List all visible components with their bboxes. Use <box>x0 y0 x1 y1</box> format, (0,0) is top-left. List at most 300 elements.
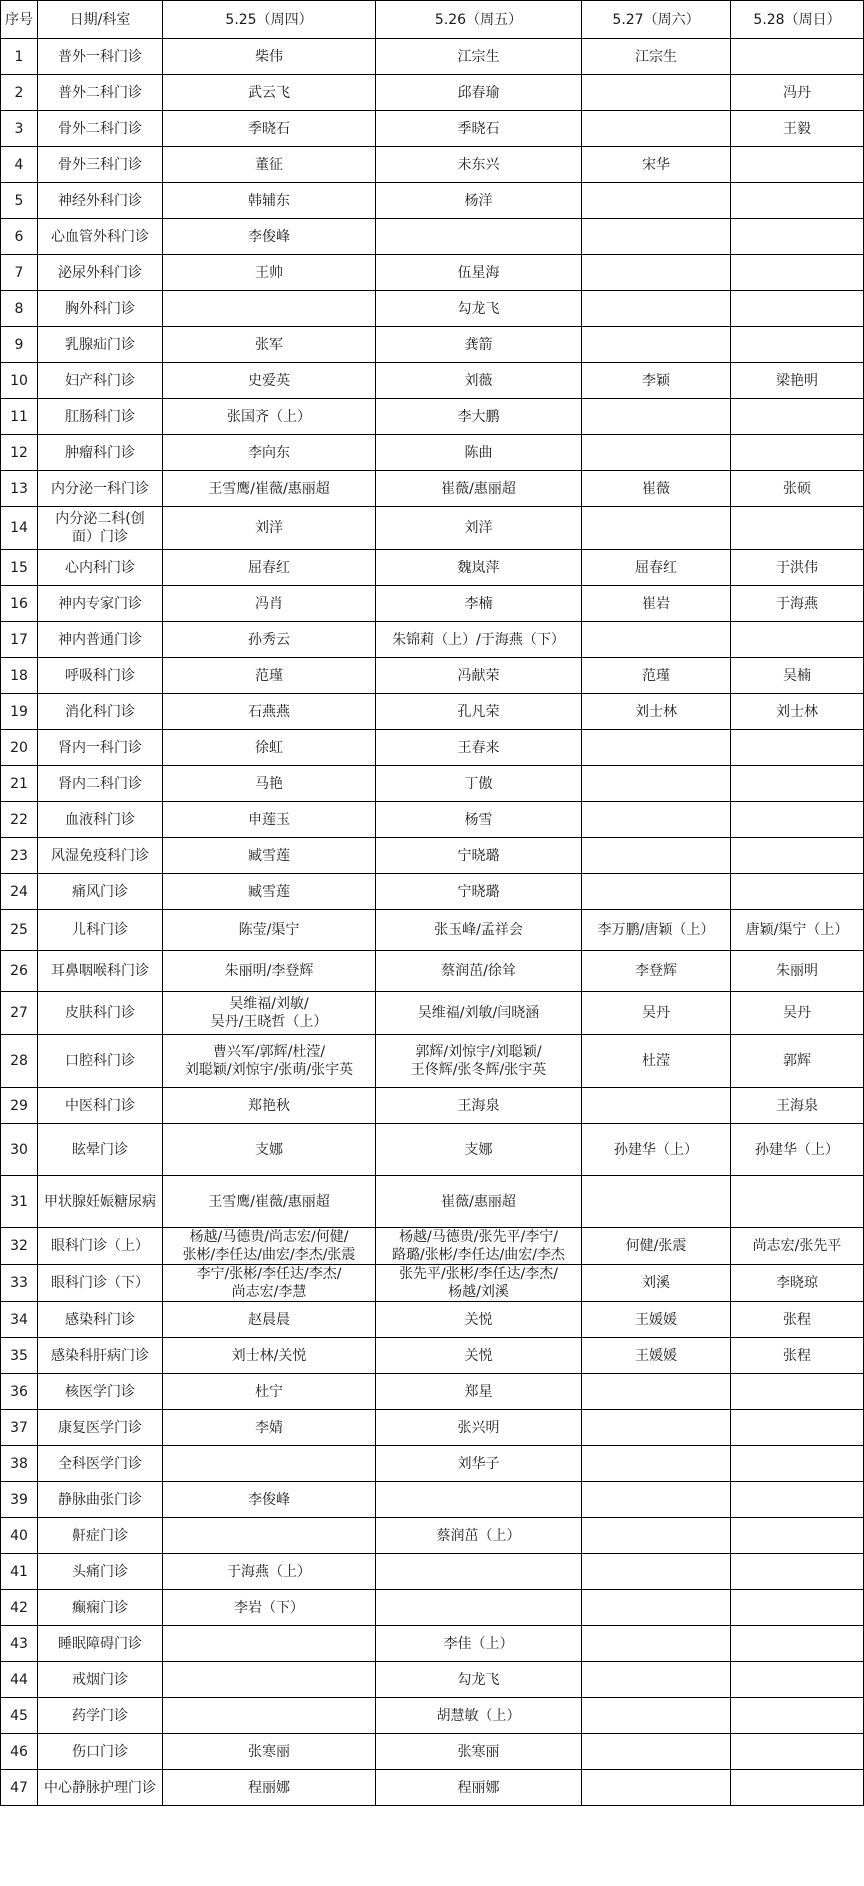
table-row <box>1 838 864 874</box>
doctor-date-4 <box>731 1662 864 1698</box>
doctor-date-4: 朱丽明 <box>731 951 864 992</box>
doctor-date-4: 张程 <box>731 1338 864 1374</box>
doctor-date-2: 蔡润茁/徐耸 <box>376 951 582 992</box>
table-row <box>1 658 864 694</box>
department: 风湿免疫科门诊 <box>38 838 163 874</box>
doctor-date-2: 宁晓璐 <box>376 874 582 910</box>
doctor-date-1: 徐虹 <box>163 730 376 766</box>
doctor-date-2: 关悦 <box>376 1338 582 1374</box>
row-number: 5 <box>1 183 38 219</box>
table-row <box>1 1662 864 1698</box>
table-row <box>1 1626 864 1662</box>
department: 感染科肝病门诊 <box>38 1338 163 1374</box>
department: 内分泌二科(创 面）门诊 <box>38 507 163 550</box>
doctor-date-4 <box>731 838 864 874</box>
doctor-date-4 <box>731 766 864 802</box>
doctor-date-1: 陈莹/渠宁 <box>163 910 376 951</box>
row-number: 40 <box>1 1518 38 1554</box>
doctor-date-3: 孙建华（上） <box>582 1124 731 1176</box>
doctor-date-2: 刘华子 <box>376 1446 582 1482</box>
doctor-date-1: 屈春红 <box>163 550 376 586</box>
department: 肾内二科门诊 <box>38 766 163 802</box>
row-number: 23 <box>1 838 38 874</box>
doctor-date-3 <box>582 1446 731 1482</box>
doctor-date-4 <box>731 255 864 291</box>
doctor-date-4 <box>731 435 864 471</box>
doctor-date-4 <box>731 1554 864 1590</box>
doctor-date-1: 臧雪莲 <box>163 838 376 874</box>
row-number: 25 <box>1 910 38 951</box>
doctor-date-2: 李大鹏 <box>376 399 582 435</box>
header-date-2: 5.26（周五） <box>376 1 582 39</box>
department: 肾内一科门诊 <box>38 730 163 766</box>
doctor-date-4 <box>731 399 864 435</box>
doctor-date-4 <box>731 802 864 838</box>
table-row <box>1 363 864 399</box>
table-row <box>1 622 864 658</box>
row-number: 15 <box>1 550 38 586</box>
doctor-date-4 <box>731 147 864 183</box>
header-dept: 日期/科室 <box>38 1 163 39</box>
row-number: 37 <box>1 1410 38 1446</box>
doctor-date-3 <box>582 1374 731 1410</box>
doctor-date-1: 王帅 <box>163 255 376 291</box>
department: 静脉曲张门诊 <box>38 1482 163 1518</box>
doctor-date-2: 杨洋 <box>376 183 582 219</box>
doctor-date-2: 张兴明 <box>376 1410 582 1446</box>
doctor-date-1: 马艳 <box>163 766 376 802</box>
department: 骨外三科门诊 <box>38 147 163 183</box>
doctor-date-1: 曹兴军/郭辉/杜滢/ 刘聪颖/刘惊宇/张萌/张宇英 <box>163 1035 376 1088</box>
doctor-date-4: 郭辉 <box>731 1035 864 1088</box>
row-number: 12 <box>1 435 38 471</box>
doctor-date-4 <box>731 1482 864 1518</box>
doctor-date-3 <box>582 75 731 111</box>
doctor-date-3 <box>582 111 731 147</box>
doctor-date-2: 龚箭 <box>376 327 582 363</box>
doctor-date-4: 刘士林 <box>731 694 864 730</box>
doctor-date-2: 魏岚萍 <box>376 550 582 586</box>
header-date-4: 5.28（周日） <box>731 1 864 39</box>
doctor-date-1 <box>163 1626 376 1662</box>
doctor-date-2 <box>376 1482 582 1518</box>
table-row <box>1 1124 864 1176</box>
doctor-date-1: 王雪鹰/崔薇/惠丽超 <box>163 1176 376 1228</box>
table-row <box>1 1035 864 1088</box>
doctor-date-4 <box>731 1176 864 1228</box>
doctor-date-1: 赵晨晨 <box>163 1302 376 1338</box>
doctor-date-2: 丁傲 <box>376 766 582 802</box>
department: 呼吸科门诊 <box>38 658 163 694</box>
doctor-date-1: 臧雪莲 <box>163 874 376 910</box>
row-number: 6 <box>1 219 38 255</box>
doctor-date-1: 韩辅东 <box>163 183 376 219</box>
row-number: 7 <box>1 255 38 291</box>
row-number: 3 <box>1 111 38 147</box>
table-row <box>1 1446 864 1482</box>
table-row <box>1 471 864 507</box>
doctor-date-2: 朱锦莉（上）/于海燕（下） <box>376 622 582 658</box>
doctor-date-3: 屈春红 <box>582 550 731 586</box>
table-row <box>1 1374 864 1410</box>
doctor-date-4: 吴楠 <box>731 658 864 694</box>
doctor-date-1: 孙秀云 <box>163 622 376 658</box>
row-number: 2 <box>1 75 38 111</box>
doctor-date-1: 李俊峰 <box>163 219 376 255</box>
doctor-date-2: 李佳（上） <box>376 1626 582 1662</box>
doctor-date-3 <box>582 1590 731 1626</box>
header-date-3: 5.27（周六） <box>582 1 731 39</box>
department: 戒烟门诊 <box>38 1662 163 1698</box>
department: 神内专家门诊 <box>38 586 163 622</box>
doctor-date-2: 勾龙飞 <box>376 1662 582 1698</box>
row-number: 24 <box>1 874 38 910</box>
doctor-date-3 <box>582 1554 731 1590</box>
department: 心内科门诊 <box>38 550 163 586</box>
table-row <box>1 1088 864 1124</box>
department: 肛肠科门诊 <box>38 399 163 435</box>
doctor-date-1: 朱丽明/李登辉 <box>163 951 376 992</box>
table-row <box>1 951 864 992</box>
department: 耳鼻咽喉科门诊 <box>38 951 163 992</box>
row-number: 31 <box>1 1176 38 1228</box>
doctor-date-2: 伍星海 <box>376 255 582 291</box>
row-number: 47 <box>1 1770 38 1806</box>
doctor-date-4: 冯丹 <box>731 75 864 111</box>
doctor-date-4 <box>731 1590 864 1626</box>
doctor-date-3: 刘溪 <box>582 1265 731 1302</box>
doctor-date-4 <box>731 1518 864 1554</box>
department: 儿科门诊 <box>38 910 163 951</box>
doctor-date-2: 王春来 <box>376 730 582 766</box>
doctor-date-2: 蔡润茁（上） <box>376 1518 582 1554</box>
row-number: 42 <box>1 1590 38 1626</box>
doctor-date-2: 王海泉 <box>376 1088 582 1124</box>
doctor-date-1: 张寒丽 <box>163 1734 376 1770</box>
doctor-date-2: 李楠 <box>376 586 582 622</box>
department: 伤口门诊 <box>38 1734 163 1770</box>
table-row <box>1 255 864 291</box>
doctor-date-4: 吴丹 <box>731 992 864 1035</box>
table-row <box>1 730 864 766</box>
doctor-date-3: 崔薇 <box>582 471 731 507</box>
department: 血液科门诊 <box>38 802 163 838</box>
doctor-date-4 <box>731 1410 864 1446</box>
doctor-date-3 <box>582 291 731 327</box>
doctor-date-2: 张先平/张彬/李任达/李杰/ 杨越/刘溪 <box>376 1265 582 1302</box>
doctor-date-1: 刘士林/关悦 <box>163 1338 376 1374</box>
doctor-date-1: 张国齐（上） <box>163 399 376 435</box>
table-row <box>1 1770 864 1806</box>
doctor-date-2: 张寒丽 <box>376 1734 582 1770</box>
doctor-date-3: 李登辉 <box>582 951 731 992</box>
table-row <box>1 1590 864 1626</box>
table-row <box>1 327 864 363</box>
doctor-date-3 <box>582 1518 731 1554</box>
doctor-date-4 <box>731 1698 864 1734</box>
row-number: 10 <box>1 363 38 399</box>
table-row <box>1 1482 864 1518</box>
department: 神经外科门诊 <box>38 183 163 219</box>
row-number: 30 <box>1 1124 38 1176</box>
department: 感染科门诊 <box>38 1302 163 1338</box>
doctor-date-4 <box>731 1446 864 1482</box>
doctor-date-3 <box>582 838 731 874</box>
row-number: 20 <box>1 730 38 766</box>
department: 心血管外科门诊 <box>38 219 163 255</box>
doctor-date-3: 杜滢 <box>582 1035 731 1088</box>
doctor-date-2 <box>376 1554 582 1590</box>
table-row <box>1 75 864 111</box>
department: 胸外科门诊 <box>38 291 163 327</box>
department: 普外一科门诊 <box>38 39 163 75</box>
doctor-date-3 <box>582 874 731 910</box>
doctor-date-3 <box>582 1734 731 1770</box>
department: 口腔科门诊 <box>38 1035 163 1088</box>
table-row <box>1 147 864 183</box>
doctor-date-2: 季晓石 <box>376 111 582 147</box>
department: 眩晕门诊 <box>38 1124 163 1176</box>
doctor-date-3: 李颖 <box>582 363 731 399</box>
doctor-date-3 <box>582 1088 731 1124</box>
table-row <box>1 1228 864 1265</box>
row-number: 19 <box>1 694 38 730</box>
row-number: 13 <box>1 471 38 507</box>
table-row <box>1 910 864 951</box>
doctor-date-4: 唐颖/渠宁（上） <box>731 910 864 951</box>
doctor-date-3: 吴丹 <box>582 992 731 1035</box>
doctor-date-2 <box>376 219 582 255</box>
doctor-date-2: 支娜 <box>376 1124 582 1176</box>
table-row <box>1 550 864 586</box>
row-number: 43 <box>1 1626 38 1662</box>
doctor-date-1: 武云飞 <box>163 75 376 111</box>
doctor-date-2: 张玉峰/孟祥会 <box>376 910 582 951</box>
doctor-date-1: 李婧 <box>163 1410 376 1446</box>
doctor-date-2: 郭辉/刘惊宇/刘聪颖/ 王佟辉/张冬辉/张宇英 <box>376 1035 582 1088</box>
table-row <box>1 435 864 471</box>
doctor-date-2: 胡慧敏（上） <box>376 1698 582 1734</box>
row-number: 36 <box>1 1374 38 1410</box>
doctor-date-2: 邱春瑜 <box>376 75 582 111</box>
doctor-date-1: 王雪鹰/崔薇/惠丽超 <box>163 471 376 507</box>
table-row <box>1 992 864 1035</box>
department: 癫痫门诊 <box>38 1590 163 1626</box>
doctor-date-4: 梁艳明 <box>731 363 864 399</box>
department: 眼科门诊（上） <box>38 1228 163 1265</box>
doctor-date-2: 吴维福/刘敏/闫晓涵 <box>376 992 582 1035</box>
doctor-date-2: 杨越/马德贵/张先平/李宁/ 路璐/张彬/李任达/曲宏/李杰 <box>376 1228 582 1265</box>
doctor-date-4 <box>731 39 864 75</box>
table-row <box>1 1302 864 1338</box>
doctor-date-2: 江宗生 <box>376 39 582 75</box>
doctor-date-1: 冯肖 <box>163 586 376 622</box>
doctor-date-3 <box>582 1662 731 1698</box>
doctor-date-3 <box>582 435 731 471</box>
doctor-date-1: 史爱英 <box>163 363 376 399</box>
doctor-date-3 <box>582 1698 731 1734</box>
doctor-date-2: 陈曲 <box>376 435 582 471</box>
row-number: 17 <box>1 622 38 658</box>
department: 乳腺疝门诊 <box>38 327 163 363</box>
doctor-date-3 <box>582 399 731 435</box>
doctor-date-3 <box>582 1770 731 1806</box>
department: 皮肤科门诊 <box>38 992 163 1035</box>
row-number: 34 <box>1 1302 38 1338</box>
header-no: 序号 <box>1 1 38 39</box>
header-row <box>1 1 864 39</box>
table-row <box>1 1410 864 1446</box>
row-number: 9 <box>1 327 38 363</box>
doctor-date-1: 张军 <box>163 327 376 363</box>
department: 中心静脉护理门诊 <box>38 1770 163 1806</box>
doctor-date-1: 石燕燕 <box>163 694 376 730</box>
doctor-date-4 <box>731 291 864 327</box>
doctor-date-2: 孔凡荣 <box>376 694 582 730</box>
department: 睡眠障碍门诊 <box>38 1626 163 1662</box>
row-number: 22 <box>1 802 38 838</box>
doctor-date-2: 勾龙飞 <box>376 291 582 327</box>
department: 药学门诊 <box>38 1698 163 1734</box>
doctor-date-4 <box>731 622 864 658</box>
doctor-date-3 <box>582 1176 731 1228</box>
doctor-date-4: 张硕 <box>731 471 864 507</box>
doctor-date-2: 崔薇/惠丽超 <box>376 471 582 507</box>
doctor-date-4 <box>731 327 864 363</box>
doctor-date-3 <box>582 622 731 658</box>
table-row <box>1 874 864 910</box>
doctor-date-3 <box>582 730 731 766</box>
row-number: 38 <box>1 1446 38 1482</box>
doctor-date-2: 程丽娜 <box>376 1770 582 1806</box>
doctor-date-2: 宁晓璐 <box>376 838 582 874</box>
doctor-date-2: 关悦 <box>376 1302 582 1338</box>
doctor-date-4: 于洪伟 <box>731 550 864 586</box>
table-row <box>1 39 864 75</box>
doctor-date-1: 申莲玉 <box>163 802 376 838</box>
table-row <box>1 694 864 730</box>
row-number: 35 <box>1 1338 38 1374</box>
department: 骨外二科门诊 <box>38 111 163 147</box>
doctor-date-1: 李岩（下） <box>163 1590 376 1626</box>
doctor-date-1: 杜宁 <box>163 1374 376 1410</box>
row-number: 28 <box>1 1035 38 1088</box>
row-number: 8 <box>1 291 38 327</box>
doctor-date-3: 崔岩 <box>582 586 731 622</box>
row-number: 39 <box>1 1482 38 1518</box>
doctor-date-4: 王海泉 <box>731 1088 864 1124</box>
table-row <box>1 291 864 327</box>
doctor-date-1: 刘洋 <box>163 507 376 550</box>
doctor-date-1: 范瑾 <box>163 658 376 694</box>
doctor-date-1: 吴维福/刘敏/ 吴丹/王晓哲（上） <box>163 992 376 1035</box>
row-number: 1 <box>1 39 38 75</box>
doctor-date-4: 王毅 <box>731 111 864 147</box>
row-number: 18 <box>1 658 38 694</box>
doctor-date-1: 郑艳秋 <box>163 1088 376 1124</box>
doctor-date-4: 于海燕 <box>731 586 864 622</box>
department: 消化科门诊 <box>38 694 163 730</box>
doctor-date-3 <box>582 766 731 802</box>
department: 内分泌一科门诊 <box>38 471 163 507</box>
table-row <box>1 766 864 802</box>
table-row <box>1 399 864 435</box>
doctor-date-4 <box>731 1374 864 1410</box>
department: 神内普通门诊 <box>38 622 163 658</box>
row-number: 11 <box>1 399 38 435</box>
doctor-date-3: 刘士林 <box>582 694 731 730</box>
department: 眼科门诊（下） <box>38 1265 163 1302</box>
table-row <box>1 219 864 255</box>
department: 妇产科门诊 <box>38 363 163 399</box>
doctor-date-4: 张程 <box>731 1302 864 1338</box>
row-number: 46 <box>1 1734 38 1770</box>
department: 中医科门诊 <box>38 1088 163 1124</box>
doctor-date-3 <box>582 1626 731 1662</box>
department: 痛风门诊 <box>38 874 163 910</box>
doctor-date-4 <box>731 730 864 766</box>
doctor-date-4: 尚志宏/张先平 <box>731 1228 864 1265</box>
doctor-date-1: 李宁/张彬/李任达/李杰/ 尚志宏/李慧 <box>163 1265 376 1302</box>
table-row <box>1 586 864 622</box>
doctor-date-4 <box>731 507 864 550</box>
doctor-date-1: 李俊峰 <box>163 1482 376 1518</box>
doctor-date-2: 崔薇/惠丽超 <box>376 1176 582 1228</box>
row-number: 26 <box>1 951 38 992</box>
table-row <box>1 1554 864 1590</box>
department: 康复医学门诊 <box>38 1410 163 1446</box>
department: 鼾症门诊 <box>38 1518 163 1554</box>
doctor-date-3 <box>582 507 731 550</box>
department: 普外二科门诊 <box>38 75 163 111</box>
table-row <box>1 1734 864 1770</box>
department: 泌尿外科门诊 <box>38 255 163 291</box>
doctor-date-4 <box>731 874 864 910</box>
doctor-date-3 <box>582 219 731 255</box>
doctor-date-3: 何健/张震 <box>582 1228 731 1265</box>
row-number: 29 <box>1 1088 38 1124</box>
doctor-date-1: 支娜 <box>163 1124 376 1176</box>
doctor-date-3 <box>582 802 731 838</box>
row-number: 4 <box>1 147 38 183</box>
doctor-date-2: 冯献荣 <box>376 658 582 694</box>
row-number: 33 <box>1 1265 38 1302</box>
table-row <box>1 1265 864 1302</box>
doctor-date-1: 杨越/马德贵/尚志宏/何健/ 张彬/李任达/曲宏/李杰/张震 <box>163 1228 376 1265</box>
schedule-body <box>1 39 864 1806</box>
department: 甲状腺妊娠糖尿病 <box>38 1176 163 1228</box>
doctor-date-4 <box>731 1770 864 1806</box>
doctor-date-1 <box>163 1698 376 1734</box>
doctor-date-1: 柴伟 <box>163 39 376 75</box>
doctor-date-4: 李晓琼 <box>731 1265 864 1302</box>
doctor-date-2 <box>376 1590 582 1626</box>
doctor-date-3: 范瑾 <box>582 658 731 694</box>
row-number: 44 <box>1 1662 38 1698</box>
header-date-1: 5.25（周四） <box>163 1 376 39</box>
department: 肿瘤科门诊 <box>38 435 163 471</box>
row-number: 21 <box>1 766 38 802</box>
row-number: 14 <box>1 507 38 550</box>
table-row <box>1 1698 864 1734</box>
doctor-date-4 <box>731 1626 864 1662</box>
doctor-date-3 <box>582 1410 731 1446</box>
doctor-date-1: 董征 <box>163 147 376 183</box>
doctor-date-1: 程丽娜 <box>163 1770 376 1806</box>
doctor-date-1: 于海燕（上） <box>163 1554 376 1590</box>
table-row <box>1 1338 864 1374</box>
department: 全科医学门诊 <box>38 1446 163 1482</box>
